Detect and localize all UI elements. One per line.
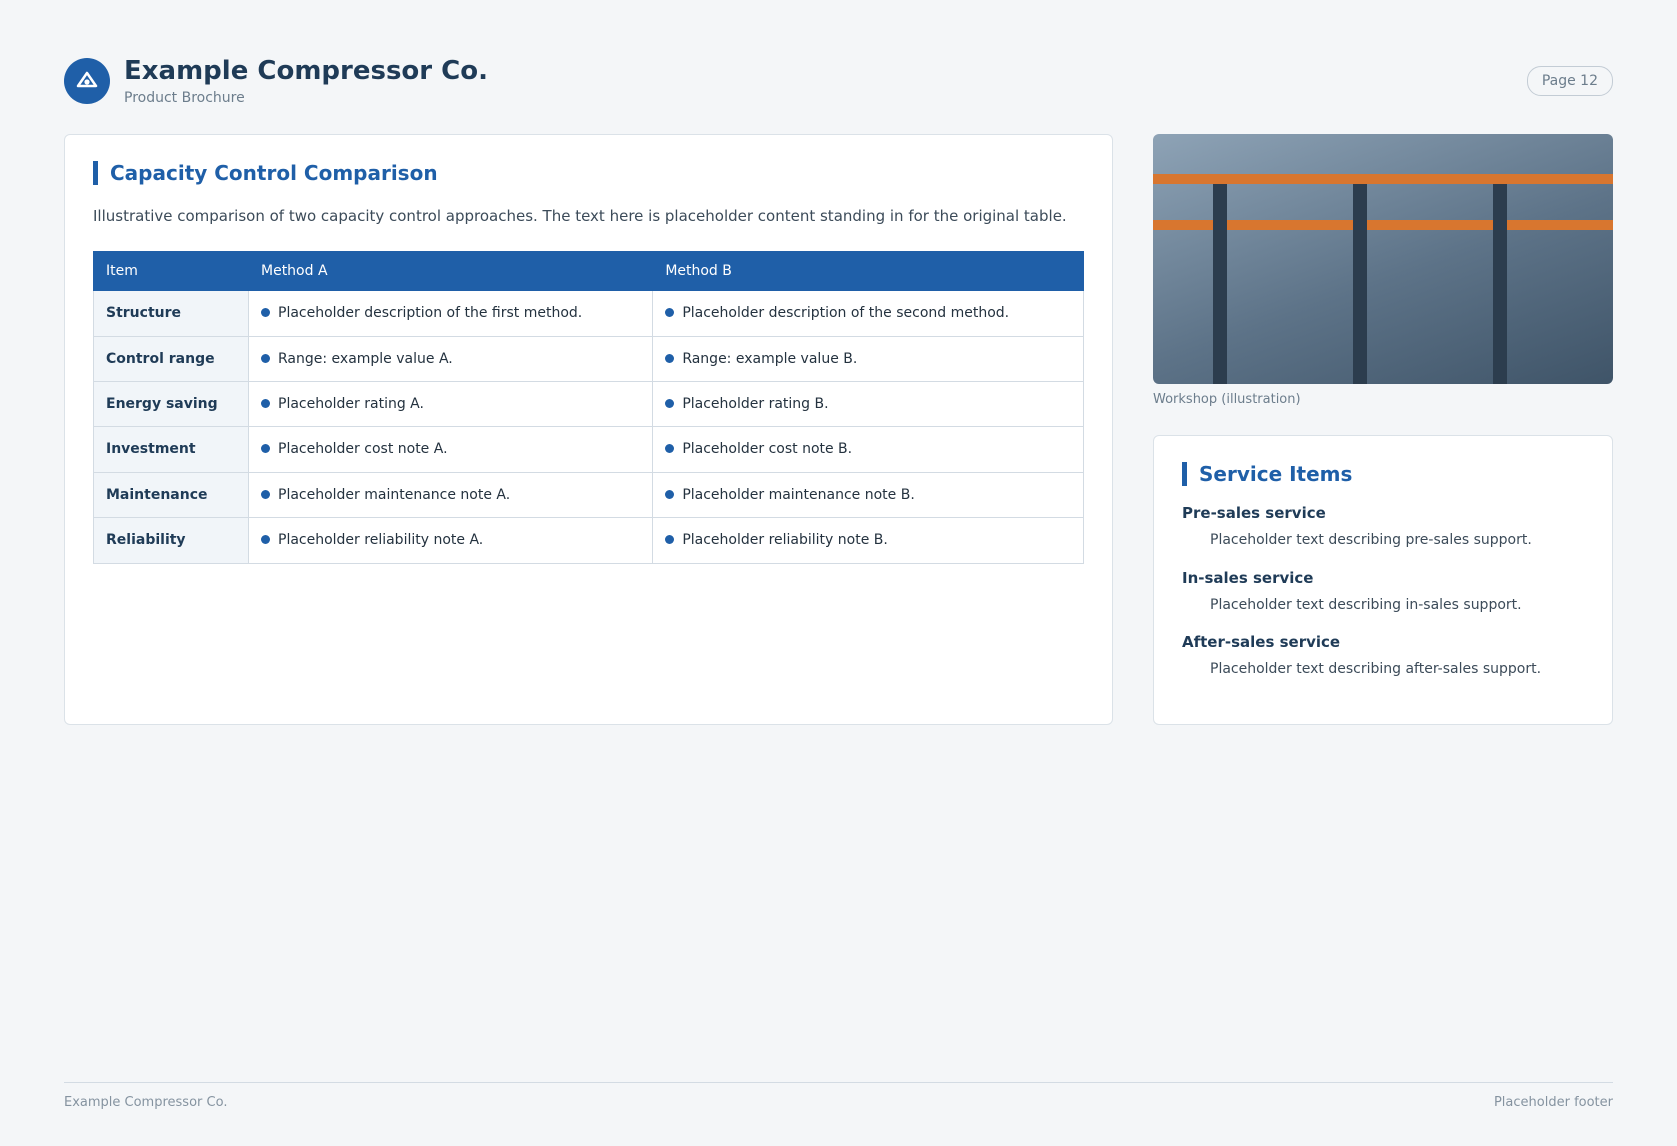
column-header: Method A (249, 252, 653, 291)
crane-beam (1153, 174, 1613, 184)
bullet-text: Placeholder description of the second method. (682, 305, 1010, 322)
column-header: Method B (653, 252, 1084, 291)
footer-right: Placeholder footer (1493, 1095, 1613, 1110)
bullet-item (665, 393, 1071, 415)
hall-column (1493, 184, 1507, 384)
table-cell (249, 382, 653, 427)
service-body: Placeholder text describing in-sales support. (1210, 596, 1522, 613)
page-header (64, 56, 1613, 106)
service-block (1182, 504, 1584, 553)
bullet-item (665, 529, 1071, 551)
comparison-title: Capacity Control Comparison (93, 161, 1084, 185)
photo-block (1153, 134, 1613, 407)
bullet-text: Range: example value B. (682, 350, 858, 367)
table-cell (249, 291, 653, 336)
table-row (94, 382, 1084, 427)
table-cell (249, 336, 653, 381)
bullet-dot-icon (665, 354, 674, 363)
table-cell (653, 291, 1084, 336)
side-column (1153, 134, 1613, 725)
bullet-dot-icon (261, 535, 270, 544)
bullet-dot-icon (665, 399, 674, 408)
bullet-text: Placeholder reliability note A. (278, 532, 484, 549)
row-label: Energy saving (94, 382, 249, 427)
bullet-dot-icon (261, 354, 270, 363)
table-row (94, 291, 1084, 336)
comparison-card (64, 134, 1113, 725)
bullet-text: Placeholder maintenance note A. (278, 486, 511, 503)
bullet-item (261, 393, 640, 415)
services-list (1182, 504, 1584, 682)
bullet-text: Range: example value A. (278, 350, 453, 367)
bullet-item (261, 484, 640, 506)
photo-caption: Workshop (illustration) (1153, 392, 1301, 407)
table-row (94, 427, 1084, 472)
table-cell (249, 518, 653, 563)
bullet-text: Placeholder rating B. (682, 396, 829, 413)
row-label: Control range (94, 336, 249, 381)
comparison-intro: Illustrative comparison of two capacity control approaches. The text here is placeholder content standing in for the original table. (93, 207, 1067, 225)
table-row (94, 518, 1084, 563)
column-header: Item (94, 252, 249, 291)
brand-name: Example Compressor Co. (124, 56, 488, 86)
hall-column (1353, 184, 1367, 384)
bullet-dot-icon (665, 308, 674, 317)
table-cell (249, 427, 653, 472)
bullet-item (261, 348, 640, 370)
table-cell (653, 472, 1084, 517)
bullet-dot-icon (261, 444, 270, 453)
bullet-text: Placeholder cost note A. (278, 441, 448, 458)
table-cell (653, 336, 1084, 381)
bullet-dot-icon (261, 308, 270, 317)
service-block (1182, 633, 1584, 682)
footer-left: Example Compressor Co. (64, 1095, 228, 1110)
bullet-text: Placeholder description of the first method. (278, 305, 583, 322)
service-body: Placeholder text describing pre-sales support. (1210, 532, 1532, 548)
service-block (1182, 569, 1584, 618)
service-body: Placeholder text describing after-sales support. (1210, 661, 1542, 677)
bullet-item (665, 302, 1071, 324)
hall-column (1213, 184, 1227, 384)
row-label: Structure (94, 291, 249, 336)
brand-logo-icon (64, 58, 110, 104)
bullet-dot-icon (665, 490, 674, 499)
page-number: Page 12 (1527, 66, 1613, 96)
service-heading: After-sales service (1182, 633, 1341, 651)
bullet-text: Placeholder maintenance note B. (682, 486, 915, 503)
table-row (94, 472, 1084, 517)
brand-subtitle: Product Brochure (124, 90, 245, 106)
service-heading: In-sales service (1182, 568, 1314, 587)
main-content (64, 134, 1613, 725)
factory-photo (1153, 134, 1613, 384)
table-row (94, 336, 1084, 381)
bullet-item (261, 529, 640, 551)
table-cell (653, 427, 1084, 472)
service-heading: Pre-sales service (1182, 504, 1326, 522)
table-cell (249, 472, 653, 517)
row-label: Maintenance (94, 472, 249, 517)
bullet-item (261, 302, 640, 324)
bullet-text: Placeholder rating A. (278, 396, 424, 413)
table-cell (653, 518, 1084, 563)
row-label: Reliability (94, 518, 249, 563)
row-label: Investment (94, 427, 249, 472)
comparison-table (93, 251, 1084, 563)
table-cell (653, 382, 1084, 427)
bullet-dot-icon (665, 535, 674, 544)
services-title: Service Items (1182, 462, 1584, 486)
bullet-item (665, 348, 1071, 370)
brand (64, 56, 488, 106)
bullet-text: Placeholder reliability note B. (682, 532, 888, 549)
bullet-item (665, 438, 1071, 460)
bullet-dot-icon (261, 399, 270, 408)
bullet-dot-icon (665, 444, 674, 453)
bullet-dot-icon (261, 490, 270, 499)
table-header-row (94, 252, 1084, 291)
bullet-text: Placeholder cost note B. (682, 441, 853, 458)
bullet-item (665, 484, 1071, 506)
services-card (1153, 435, 1613, 725)
bullet-item (261, 438, 640, 460)
page-footer (64, 1082, 1613, 1110)
